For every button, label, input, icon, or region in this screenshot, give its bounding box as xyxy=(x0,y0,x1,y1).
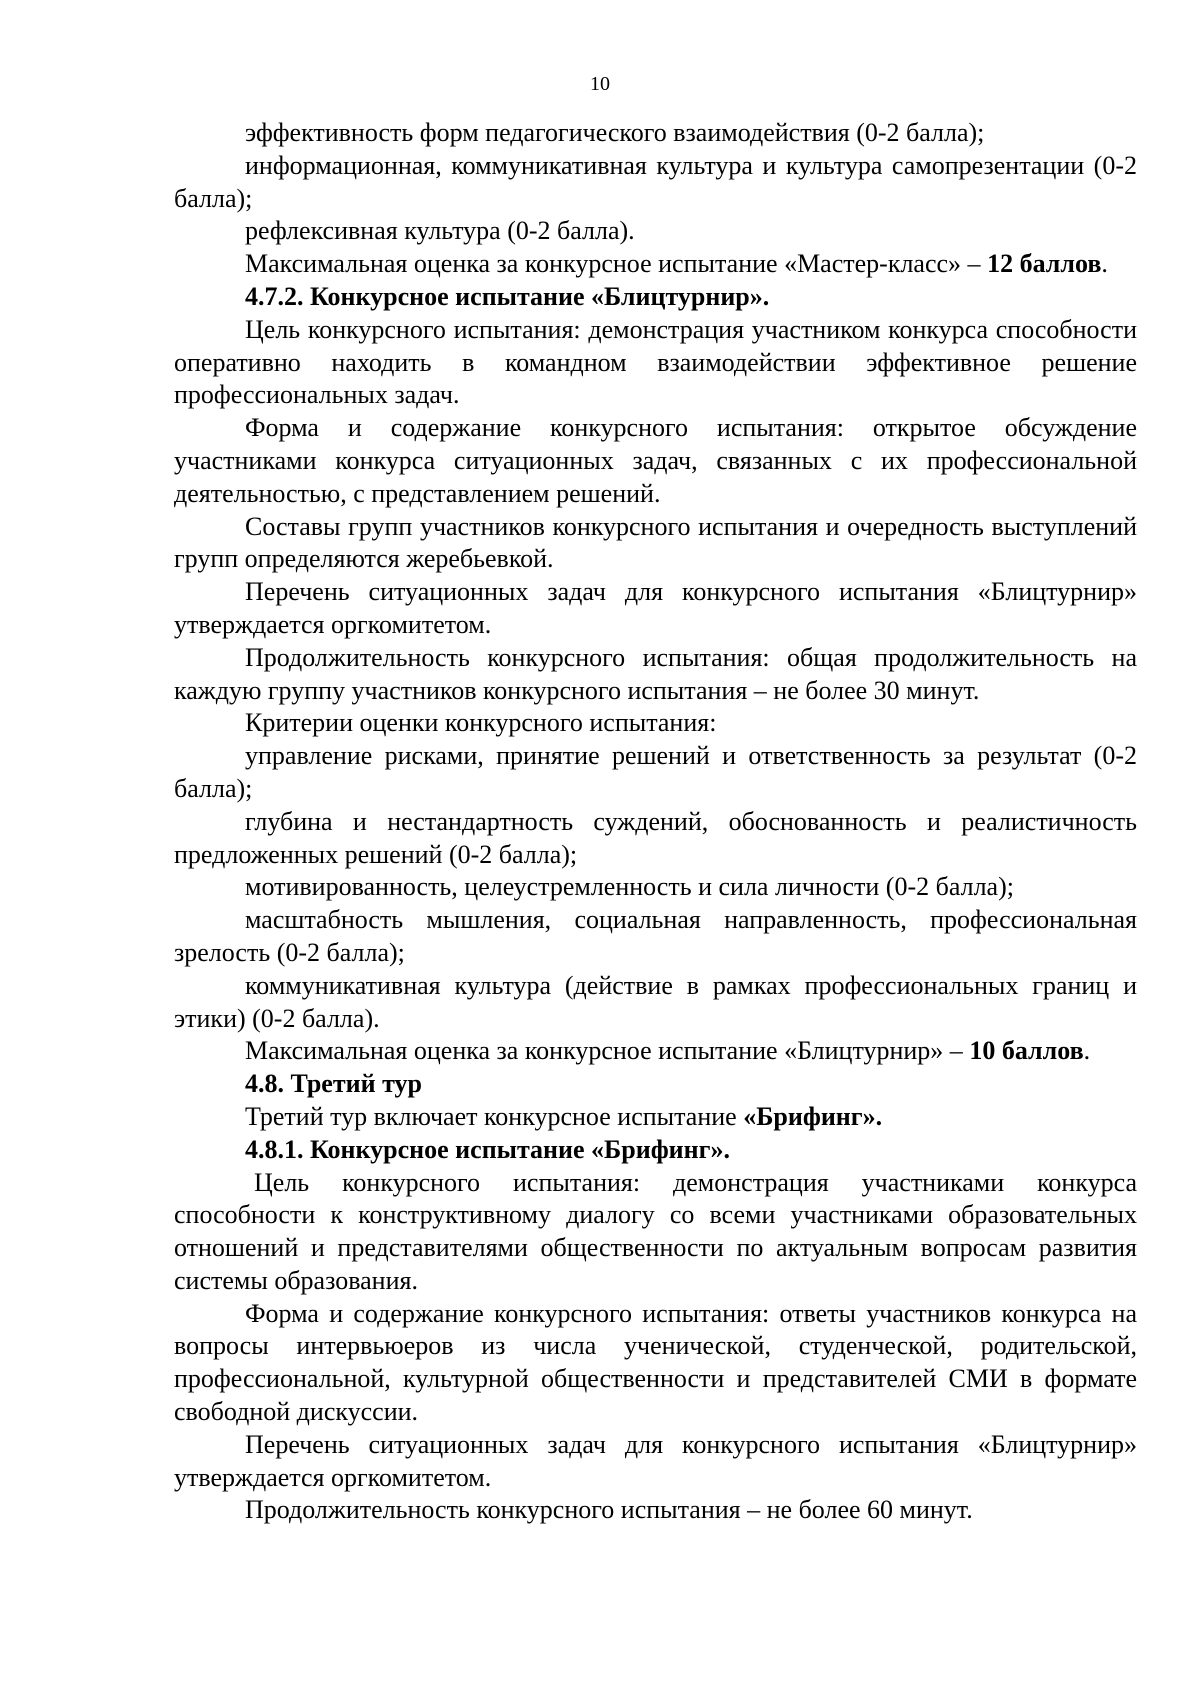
criterion-paragraph: управление рисками, принятие решений и ответственность за результат (0-2 балла); xyxy=(174,741,1137,803)
body-paragraph: Цель конкурсного испытания: демонстрация участником конкурса способности оперативно находить в командном взаимодействии эффективное решение профессиональных задач. xyxy=(174,314,1137,410)
section-heading: 4.7.2. Конкурсное испытание «Блицтурнир». xyxy=(245,281,770,311)
max-score-paragraph: Максимальная оценка за конкурсное испытание «Мастер-класс» – 12 баллов. xyxy=(245,249,1108,279)
body-paragraph: Составы групп участников конкурсного испытания и очередность выступлений групп определяются жеребьевкой. xyxy=(174,511,1137,574)
body-paragraph: Перечень ситуационных задач для конкурсного испытания «Блицтурнир» утверждается оргкомитетом. xyxy=(174,577,1137,639)
body-paragraph: Третий тур включает конкурсное испытание «Брифинг». xyxy=(245,1101,883,1131)
body-paragraph: Критерии оценки конкурсного испытания: xyxy=(245,708,717,738)
body-paragraph: Цель конкурсного испытания: демонстрация участниками конкурса способности к конструктивному диалогу со всеми участниками образовательных отношений и представителями общественности по актуальным вопросам развития системы образования. xyxy=(174,1167,1137,1295)
criterion-paragraph: рефлексивная культура (0-2 балла). xyxy=(245,216,635,246)
criterion-paragraph: эффективность форм педагогического взаимодействия (0-2 балла); xyxy=(245,118,985,147)
criterion-paragraph: информационная, коммуникативная культура и культура самопрезентации (0-2 балла); xyxy=(174,150,1137,213)
max-score-value: 10 баллов xyxy=(969,1036,1084,1066)
contest-name: «Брифинг». xyxy=(743,1101,883,1131)
body-paragraph: Перечень ситуационных задач для конкурсного испытания «Блицтурнир» утверждается оргкомитетом. xyxy=(174,1429,1137,1492)
body-paragraph: Продолжительность конкурсного испытания – не более 60 минут. xyxy=(245,1495,973,1525)
max-score-value: 12 баллов xyxy=(987,249,1102,279)
criterion-paragraph: масштабность мышления, социальная направленность, профессиональная зрелость (0-2 балла); xyxy=(174,905,1137,967)
criterion-paragraph: коммуникативная культура (действие в рамках профессиональных границ и этики) (0-2 балла). xyxy=(174,970,1137,1033)
page-number: 10 xyxy=(590,73,610,95)
body-paragraph: Продолжительность конкурсного испытания: общая продолжительность на каждую группу участников конкурсного испытания – не более 30 минут. xyxy=(174,642,1137,705)
criterion-paragraph: мотивированность, целеустремленность и сила личности (0-2 балла); xyxy=(245,872,1014,902)
body-paragraph: Форма и содержание конкурсного испытания: открытое обсуждение участниками конкурса ситуационных задач, связанных с их профессиональной деятельностью, с представлением решений. xyxy=(174,413,1137,508)
body-paragraph: Форма и содержание конкурсного испытания: ответы участников конкурса на вопросы интервьюеров из числа ученической, студенческой, родительской, профессиональной, культурной общественности и представителей СМИ в формате свободной дискуссии. xyxy=(174,1298,1137,1427)
section-heading: 4.8.1. Конкурсное испытание «Брифинг». xyxy=(245,1134,730,1164)
criterion-paragraph: глубина и нестандартность суждений, обоснованность и реалистичность предложенных решений (0-2 балла); xyxy=(174,806,1137,869)
section-heading: 4.8. Третий тур xyxy=(245,1069,422,1099)
max-score-paragraph: Максимальная оценка за конкурсное испытание «Блицтурнир» – 10 баллов. xyxy=(245,1036,1091,1066)
document-body xyxy=(174,117,1137,1527)
